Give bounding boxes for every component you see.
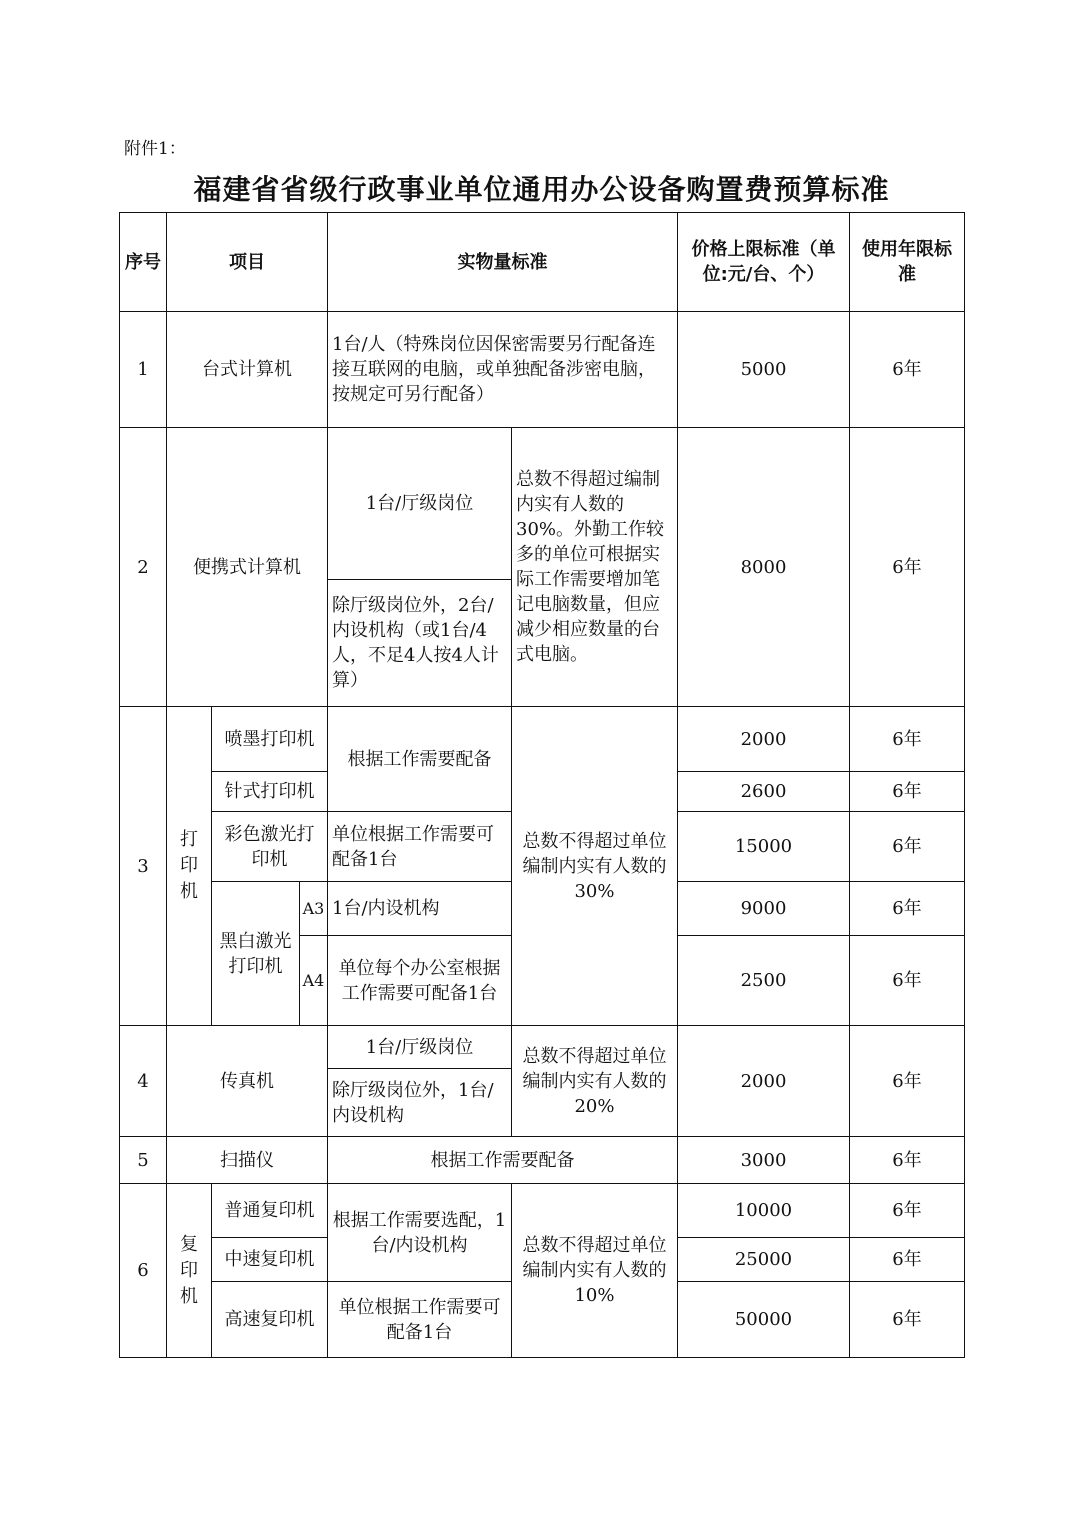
standard-cell: 1台/厅级岗位 bbox=[328, 428, 512, 580]
years-cell: 6年 bbox=[850, 707, 965, 772]
standard-cell: 除厅级岗位外，1台/内设机构 bbox=[328, 1069, 512, 1137]
years-cell: 6年 bbox=[850, 1184, 965, 1238]
group-cell bbox=[167, 1184, 212, 1358]
note-cell: 总数不得超过编制内实有人数的30%。外勤工作较多的单位可根据实际工作需要增加笔记电脑数量，但应减少相应数量的台式电脑。 bbox=[512, 428, 678, 707]
header-price: 价格上限标准（单位:元/台、个） bbox=[678, 213, 850, 312]
table-row bbox=[120, 312, 965, 428]
standard-cell: 1台/人（特殊岗位因保密需要另行配备连接互联网的电脑，或单独配备涉密电脑，按规定可另行配备） bbox=[328, 312, 678, 428]
price-cell: 10000 bbox=[678, 1184, 850, 1238]
subitem-cell: 针式打印机 bbox=[212, 772, 328, 812]
price-cell: 5000 bbox=[678, 312, 850, 428]
seq-cell: 3 bbox=[120, 707, 167, 1026]
subitem-cell: 高速复印机 bbox=[212, 1282, 328, 1358]
standard-cell: 根据工作需要选配，1台/内设机构 bbox=[328, 1184, 512, 1282]
years-cell: 6年 bbox=[850, 1238, 965, 1282]
seq-cell: 2 bbox=[120, 428, 167, 707]
price-cell: 2000 bbox=[678, 707, 850, 772]
subitem-cell: 喷墨打印机 bbox=[212, 707, 328, 772]
item-cell: 传真机 bbox=[167, 1026, 328, 1137]
price-cell: 3000 bbox=[678, 1137, 850, 1184]
table-row bbox=[120, 707, 965, 772]
size-cell: A3 bbox=[300, 882, 328, 936]
years-cell: 6年 bbox=[850, 312, 965, 428]
price-cell: 15000 bbox=[678, 812, 850, 882]
group-label: 打印机 bbox=[179, 829, 198, 902]
header-standard: 实物量标准 bbox=[328, 213, 678, 312]
years-cell: 6年 bbox=[850, 1282, 965, 1358]
standard-cell: 根据工作需要配备 bbox=[328, 707, 512, 812]
seq-cell: 4 bbox=[120, 1026, 167, 1137]
subitem-cell: 黑白激光打印机 bbox=[212, 882, 300, 1026]
standard-cell: 1台/内设机构 bbox=[328, 882, 512, 936]
years-cell: 6年 bbox=[850, 1137, 965, 1184]
price-cell: 2600 bbox=[678, 772, 850, 812]
standard-cell: 单位每个办公室根据工作需要可配备1台 bbox=[328, 936, 512, 1026]
item-cell: 便携式计算机 bbox=[167, 428, 328, 707]
table-row bbox=[120, 1137, 965, 1184]
years-cell: 6年 bbox=[850, 428, 965, 707]
note-cell: 总数不得超过单位编制内实有人数的10% bbox=[512, 1184, 678, 1358]
years-cell: 6年 bbox=[850, 812, 965, 882]
note-cell: 总数不得超过单位编制内实有人数的20% bbox=[512, 1026, 678, 1137]
seq-cell: 1 bbox=[120, 312, 167, 428]
header-seq: 序号 bbox=[120, 213, 167, 312]
years-cell: 6年 bbox=[850, 1026, 965, 1137]
seq-cell: 6 bbox=[120, 1184, 167, 1358]
years-cell: 6年 bbox=[850, 936, 965, 1026]
page-title: 福建省省级行政事业单位通用办公设备购置费预算标准 bbox=[193, 173, 890, 206]
standard-cell: 根据工作需要配备 bbox=[328, 1137, 678, 1184]
table-row bbox=[120, 1026, 965, 1069]
table-row bbox=[120, 428, 965, 580]
table-header-row bbox=[120, 213, 965, 312]
years-cell: 6年 bbox=[850, 882, 965, 936]
years-cell: 6年 bbox=[850, 772, 965, 812]
price-cell: 9000 bbox=[678, 882, 850, 936]
subitem-cell: 中速复印机 bbox=[212, 1238, 328, 1282]
header-item: 项目 bbox=[167, 213, 328, 312]
header-years: 使用年限标准 bbox=[850, 213, 965, 312]
subitem-cell: 彩色激光打印机 bbox=[212, 812, 328, 882]
size-cell: A4 bbox=[300, 936, 328, 1026]
group-cell bbox=[167, 707, 212, 1026]
price-cell: 2500 bbox=[678, 936, 850, 1026]
standard-cell: 除厅级岗位外，2台/内设机构（或1台/4人，不足4人按4人计算） bbox=[328, 580, 512, 707]
seq-cell: 5 bbox=[120, 1137, 167, 1184]
attachment-label: 附件1： bbox=[124, 139, 186, 159]
item-cell: 台式计算机 bbox=[167, 312, 328, 428]
price-cell: 50000 bbox=[678, 1282, 850, 1358]
standards-table bbox=[119, 212, 965, 1358]
standard-cell: 单位根据工作需要可配备1台 bbox=[328, 1282, 512, 1358]
group-label: 复印机 bbox=[179, 1233, 198, 1307]
price-cell: 2000 bbox=[678, 1026, 850, 1137]
standard-cell: 1台/厅级岗位 bbox=[328, 1026, 512, 1069]
price-cell: 8000 bbox=[678, 428, 850, 707]
note-cell: 总数不得超过单位编制内实有人数的30% bbox=[512, 707, 678, 1026]
price-cell: 25000 bbox=[678, 1238, 850, 1282]
item-cell: 扫描仪 bbox=[167, 1137, 328, 1184]
table-row bbox=[120, 1184, 965, 1238]
standard-cell: 单位根据工作需要可配备1台 bbox=[328, 812, 512, 882]
subitem-cell: 普通复印机 bbox=[212, 1184, 328, 1238]
